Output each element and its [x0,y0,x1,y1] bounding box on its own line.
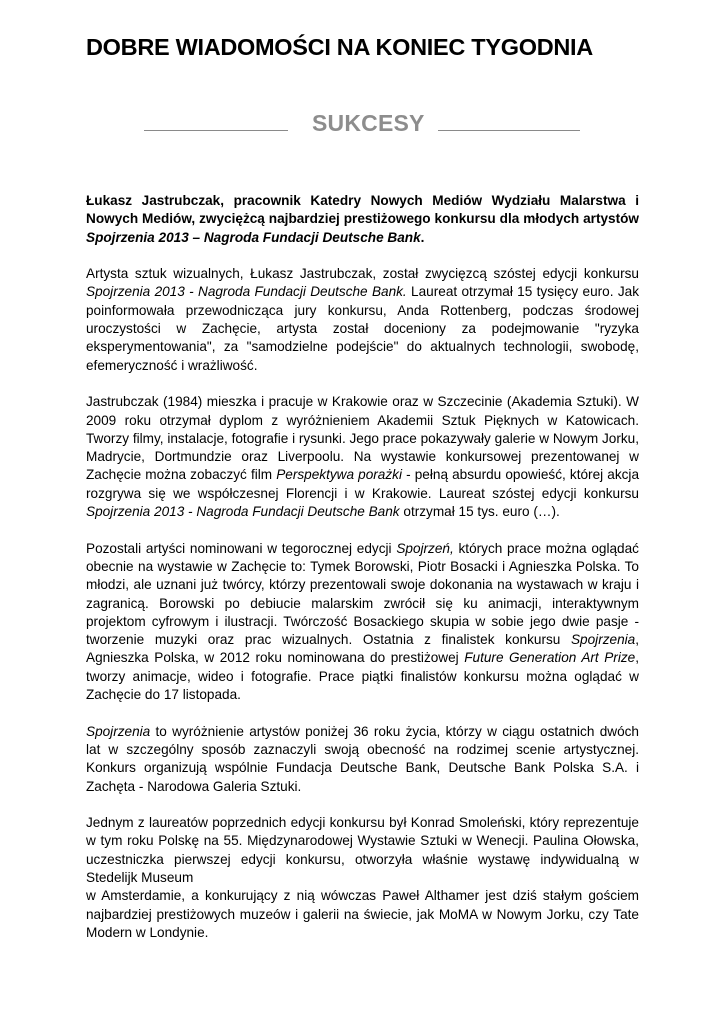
p3-text-1: Pozostali artyści nominowani w tegorocznej edycji [86,540,397,556]
p4-text-1: to wyróżnienie artystów poniżej 36 roku życia, którzy w ciągu ostatnich dwóch lat w szczególny sposób zaznaczyli swoją obecność na rodzimej scenie artystycznej. Konkurs organizują wspólnie Fundacja Deutsche Bank, Deutsche Bank Polska S.A. i Zachęta - Narodowa Galeria Sztuki. [86,723,639,794]
p4-italic-1: Spojrzenia [86,723,151,739]
lead-italic: Spojrzenia 2013 – Nagroda Fundacji Deutsche Bank [86,229,421,245]
section-rule-left [144,130,288,131]
p2-italic-2: Spojrzenia 2013 - Nagroda Fundacji Deutsche Bank [86,504,400,520]
paragraph-5 [86,814,639,942]
p2-text-3: otrzymał 15 tys. euro (…). [399,504,560,520]
p3-italic-1: Spojrzeń, [396,540,454,556]
section-title: SUKCESY [312,110,425,136]
lead-paragraph [86,192,639,247]
p1-italic-1: Spojrzenia 2013 - Nagroda Fundacji Deutsche Bank. [86,284,407,300]
page-title: DOBRE WIADOMOŚCI NA KONIEC TYGODNIA [86,34,593,60]
p5-text-2: w Amsterdamie, a konkurujący z nią wówczas Paweł Althamer jest dziś stałym gościem najbardziej prestiżowych muzeów i galerii na świecie, jak MoMA w Nowym Jorku, czy Tate Modern w Londynie. [86,888,639,940]
section-rule-right [438,130,580,131]
p2-italic-1: Perspektywa porażki [276,467,402,483]
p3-text-4: , tworzy animacje, wideo i fotografie. Prace piątki finalistów konkursu można oglądać w Zachęcie do 17 listopada. [86,650,639,703]
p3-text-2: których prace można oglądać obecnie na wystawie w Zachęcie to: Tymek Borowski, Piotr Bosacki i Agnieszka Polska. To młodzi, ale uznani już twórcy, którzy prezentowali swoje dokonania na wystawach w kraju i zagranicą. Borowski po debiucie malarskim zwrócił się ku animacji, interaktywnym projektom cyfrowym i ilustracji. Twórczość Bosackiego skupia w sobie jego dwie pasje - tworzenie muzyki oraz prac wizualnych. Ostatnia z finalistek konkursu [86,540,639,648]
p1-text-2: Laureat otrzymał 15 tysięcy euro. Jak poinformowała przewodnicząca jury konkursu, Anda Rottenberg, podczas środowej uroczystości w Zachęcie, artysta został doceniony za podejmowanie "ryzyka eksperymentowania", za "samodzielne podejście" do aktualnych technologii, swobodę, efemeryczność i wrażliwość. [86,284,639,373]
lead-text: Łukasz Jastrubczak, pracownik Katedry Nowych Mediów Wydziału Malarstwa i Nowych Mediów, zwyciężcą najbardziej prestiżowego konkursu dla młodych artystów [86,193,639,227]
p3-text-3: , Agnieszka Polska, w 2012 roku nominowana do prestiżowej [86,632,639,666]
p3-italic-3: Future Generation Art Prize [464,650,636,666]
p5-text-1: Jednym z laureatów poprzednich edycji konkursu był Konrad Smoleński, który reprezentuje w tym roku Polskę na 55. Międzynarodowej Wystawie Sztuki w Wenecji. Paulina Ołowska, uczestniczka pierwszej edycji konkursu, otworzyła właśnie wystawę indywidualną w Stedelijk Museum [86,815,639,885]
paragraph-1 [86,265,639,375]
section-heading [86,110,639,140]
article-body [86,192,639,960]
paragraph-4 [86,723,639,796]
p2-text-1: Jastrubczak (1984) mieszka i pracuje w Krakowie oraz w Szczecinie (Akademia Sztuki). W 2009 roku otrzymał dyplom z wyróżnieniem Akademii Sztuk Pięknych w Katowicach. Tworzy filmy, instalacje, fotografie i rysunki. Jego prace pokazywały galerie w Nowym Jorku, Madrycie, Dortmundzie oraz Liverpoolu. Na wystawie konkursowej prezentowanej w Zachęcie można zobaczyć film [86,394,639,483]
lead-text-end: . [420,229,425,245]
p1-text-1: Artysta sztuk wizualnych, Łukasz Jastrubczak, został zwycięzcą szóstej edycji konkursu [86,266,639,282]
p3-italic-2: Spojrzenia [570,632,636,648]
paragraph-3 [86,540,639,705]
p2-text-2: - pełną absurdu opowieść, której akcja rozgrywa się we współczesnej Florencji i w Krakowie. Laureat szóstej edycji konkursu [86,467,640,501]
paragraph-2 [86,393,639,521]
